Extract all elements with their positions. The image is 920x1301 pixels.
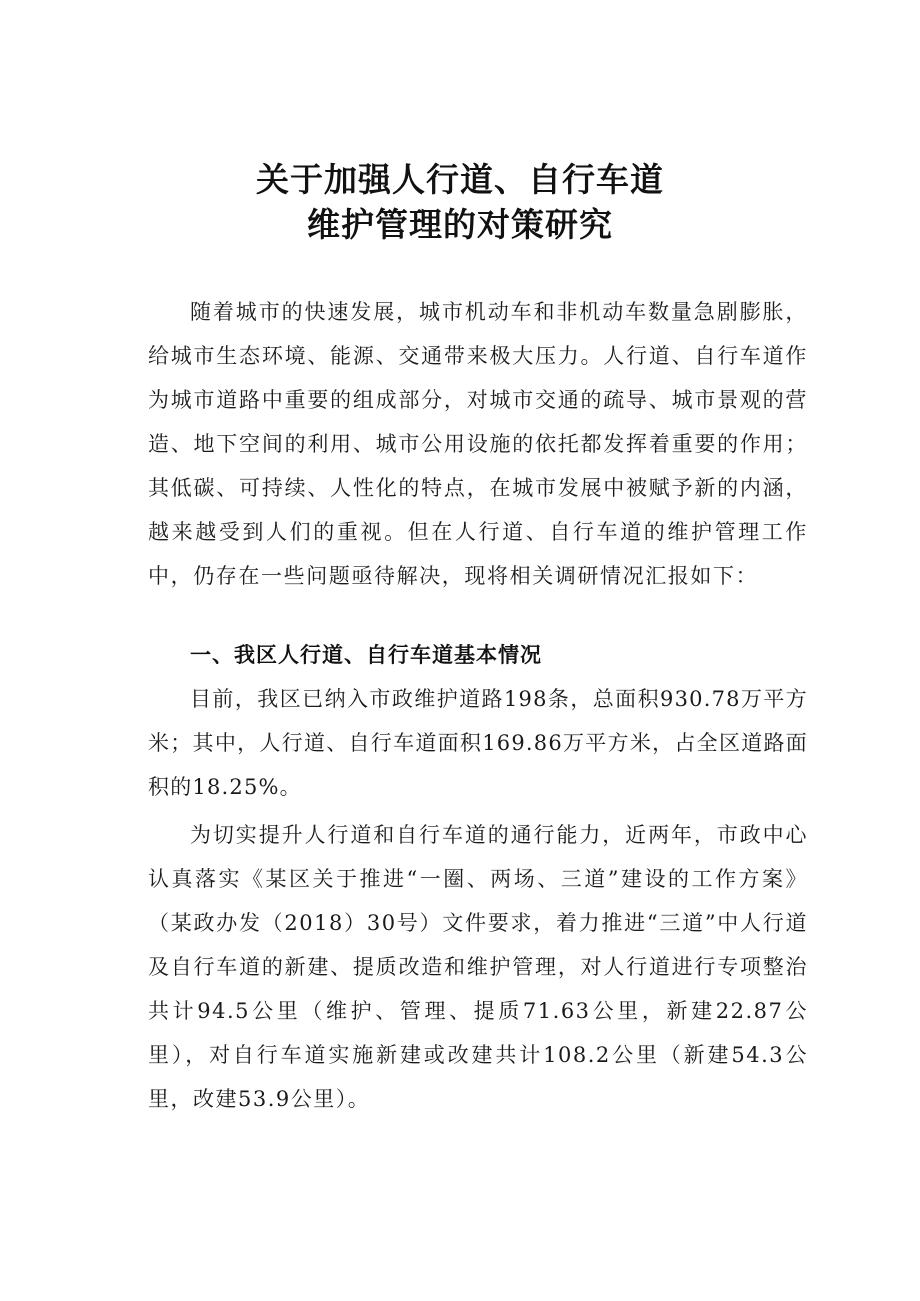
intro-paragraph: 随着城市的快速发展，城市机动车和非机动车数量急剧膨胀，给城市生态环境、能源、交通带来极大压力。人行道、自行车道作为城市道路中重要的组成部分，对城市交通的疏导、城市景观的营造、地下空间的利用、城市公用设施的依托都发挥着重要的作用；其低碳、可持续、人性化的特点，在城市发展中被赋予新的内涵，越来越受到人们的重视。但在人行道、自行车道的维护管理工作中，仍存在一些问题亟待解决，现将相关调研情况汇报如下： — [148, 300, 808, 588]
section-paragraph-statistics: 目前，我区已纳入市政维护道路198条，总面积930.78万平方米；其中，人行道、自行车道面积169.86万平方米，占全区道路面积的18.25%。 — [148, 687, 808, 799]
section-heading-basic-situation: 一、我区人行道、自行车道基本情况 — [190, 643, 542, 667]
section-paragraph-measures: 为切实提升人行道和自行车道的通行能力，近两年，市政中心认真落实《某区关于推进“一圈、两场、三道”建设的工作方案》（某政办发（2018）30号）文件要求，着力推进“三道”中人行道及自行车道的新建、提质改造和维护管理，对人行道进行专项整治共计94.5公里（维护、管理、提质71.63公里，新建22.87公里），对自行车道实施新建或改建共计108.2公里（新建54.3公里，改建53.9公里）。 — [148, 823, 808, 1111]
document-title-line-2: 维护管理的对策研究 — [307, 205, 613, 244]
document-title-line-1: 关于加强人行道、自行车道 — [256, 160, 664, 199]
